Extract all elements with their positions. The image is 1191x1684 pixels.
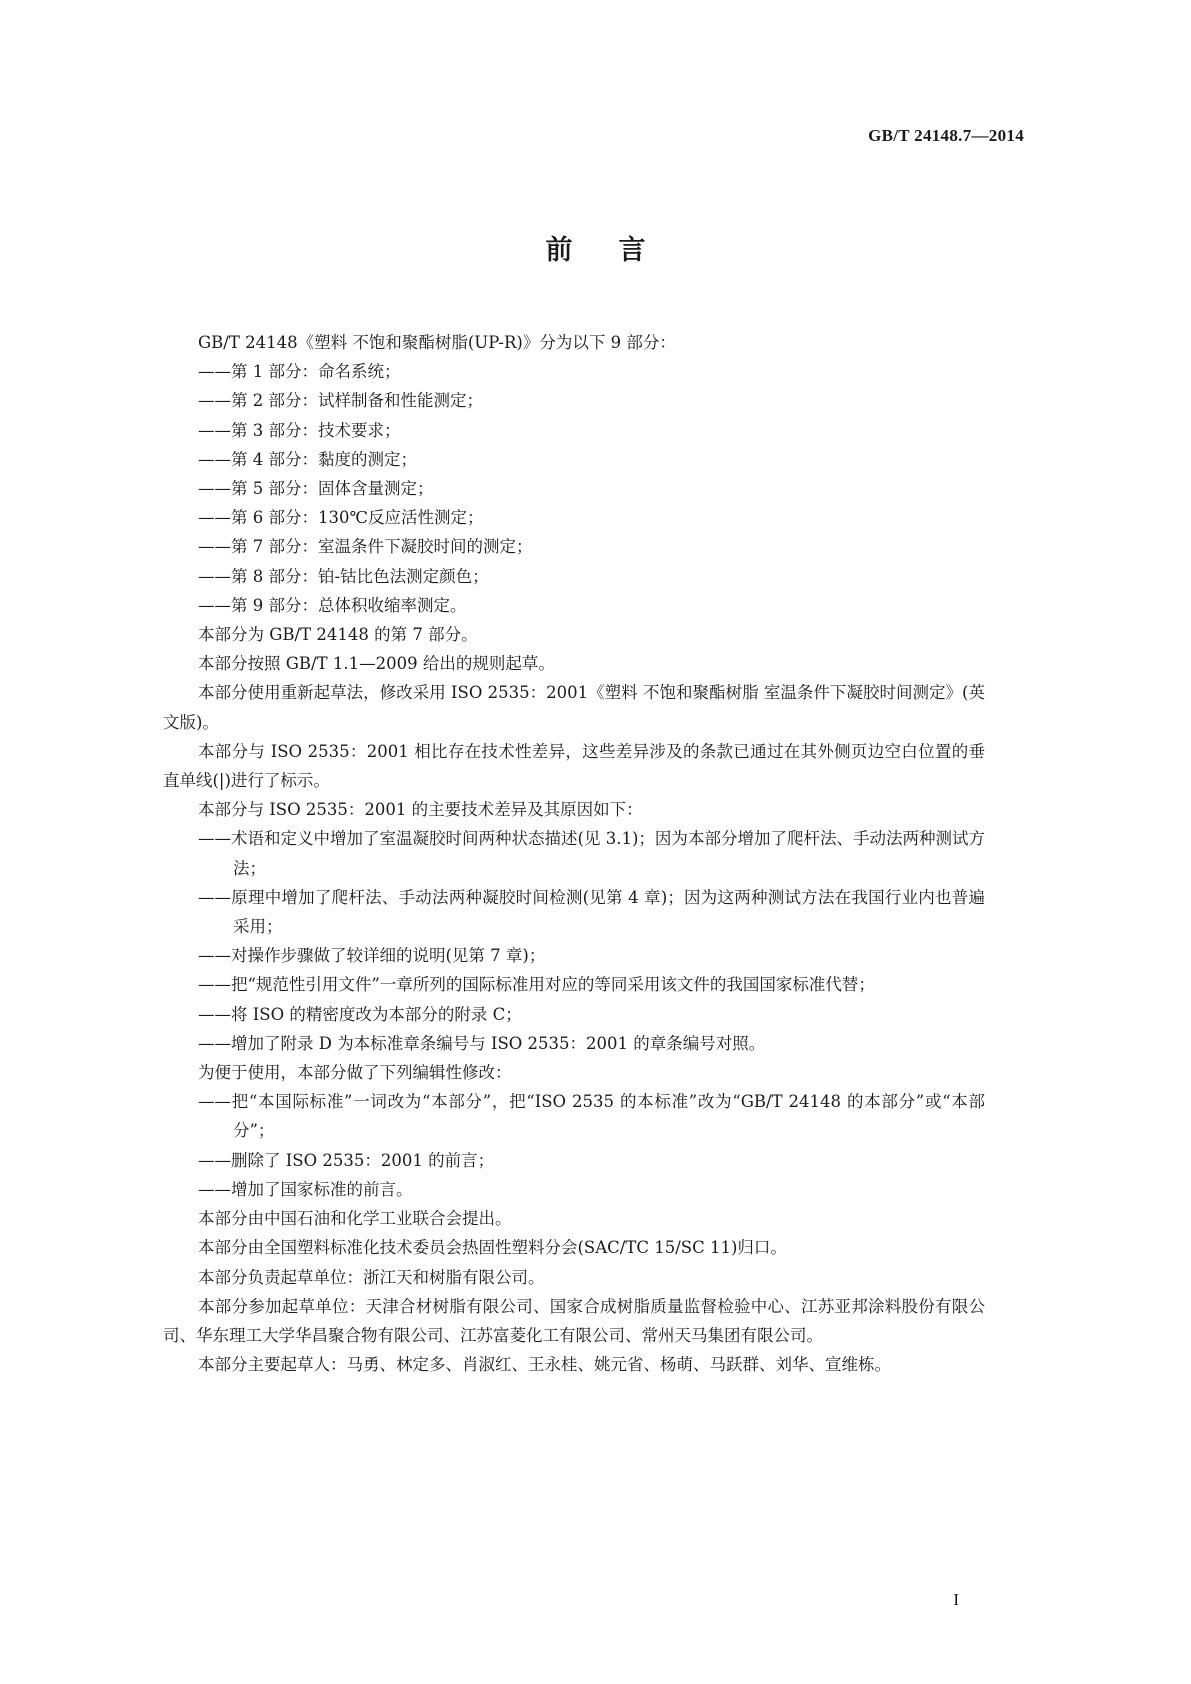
participating-drafters-paragraph: 本部分参加起草单位：天津合材树脂有限公司、国家合成树脂质量监督检验中心、江苏亚邦涂料股份有限公司、华东理工大学华昌聚合物有限公司、江苏富菱化工有限公司、常州天马集团有限公司。 xyxy=(163,1296,985,1345)
list-item: ——第 5 部分：固体含量测定； xyxy=(198,479,434,499)
rules-paragraph: 本部分按照 GB/T 1.1—2009 给出的规则起草。 xyxy=(198,654,555,674)
list-item: ——增加了国家标准的前言。 xyxy=(198,1179,413,1199)
differences-paragraph: 本部分与 ISO 2535：2001 相比存在技术性差异，这些差异涉及的条款已通过在其外侧页边空白位置的垂直单线(|)进行了标示。 xyxy=(163,741,985,791)
list-item: ——第 2 部分：试样制备和性能测定； xyxy=(198,391,483,411)
page-title: 前言 xyxy=(545,235,692,266)
page-number: I xyxy=(953,1590,959,1609)
foreword-body xyxy=(163,328,985,1379)
standard-number: GB/T 24148.7—2014 xyxy=(868,126,1024,145)
list-item: ——把“本国际标准”一词改为“本部分”，把“ISO 2535 的本标准”改为“GB/T 24148 的本部分”或“本部分”； xyxy=(198,1092,985,1141)
main-differences-paragraph: 本部分与 ISO 2535：2001 的主要技术差异及其原因如下： xyxy=(198,800,643,820)
editorial-paragraph: 为便于使用，本部分做了下列编辑性修改： xyxy=(198,1063,512,1083)
list-item: ——增加了附录 D 为本标准章条编号与 ISO 2535：2001 的章条编号对照。 xyxy=(198,1033,766,1053)
list-item: ——对操作步骤做了较详细的说明(见第 7 章)； xyxy=(198,946,546,966)
list-item: ——第 3 部分：技术要求； xyxy=(198,420,401,440)
main-drafters-paragraph: 本部分主要起草人：马勇、林定多、肖淑红、王永桂、姚元省、杨萌、马跃群、刘华、宣维栋。 xyxy=(198,1355,891,1375)
list-item: ——第 7 部分：室温条件下凝胶时间的测定； xyxy=(198,537,533,557)
list-item: ——将 ISO 的精密度改为本部分的附录 C； xyxy=(198,1004,522,1024)
responsible-drafter-paragraph: 本部分负责起草单位：浙江天和树脂有限公司。 xyxy=(198,1267,545,1287)
list-item: ——原理中增加了爬杆法、手动法两种凝胶时间检测(见第 4 章)；因为这两种测试方法在我国行业内也普遍采用； xyxy=(198,887,985,937)
list-item: ——第 8 部分：铂-钴比色法测定颜色； xyxy=(198,566,489,586)
technical-differences-list xyxy=(163,824,985,1058)
editorial-changes-list xyxy=(163,1087,985,1204)
managed-by-paragraph: 本部分由全国塑料标准化技术委员会热固性塑料分会(SAC/TC 15/SC 11)归口。 xyxy=(198,1238,787,1258)
part-of-paragraph: 本部分为 GB/T 24148 的第 7 部分。 xyxy=(198,625,478,645)
list-item: ——第 6 部分：130℃反应活性测定； xyxy=(198,508,484,528)
redraft-paragraph: 本部分使用重新起草法，修改采用 ISO 2535：2001《塑料 不饱和聚酯树脂 室温条件下凝胶时间测定》(英文版)。 xyxy=(163,683,985,732)
proposed-by-paragraph: 本部分由中国石油和化学工业联合会提出。 xyxy=(198,1209,512,1229)
intro-paragraph: GB/T 24148《塑料 不饱和聚酯树脂(UP-R)》分为以下 9 部分： xyxy=(198,333,676,352)
list-item: ——第 9 部分：总体积收缩率测定。 xyxy=(198,595,467,615)
list-item: ——第 1 部分：命名系统； xyxy=(198,362,401,382)
list-item: ——第 4 部分：黏度的测定； xyxy=(198,449,417,469)
list-item: ——删除了 ISO 2535：2001 的前言； xyxy=(198,1150,495,1170)
parts-list xyxy=(163,357,985,620)
list-item: ——术语和定义中增加了室温凝胶时间两种状态描述(见 3.1)；因为本部分增加了爬杆法、手动法两种测试方法； xyxy=(198,829,985,878)
list-item: ——把“规范性引用文件”一章所列的国际标准用对应的等同采用该文件的我国国家标准代替； xyxy=(198,975,875,995)
